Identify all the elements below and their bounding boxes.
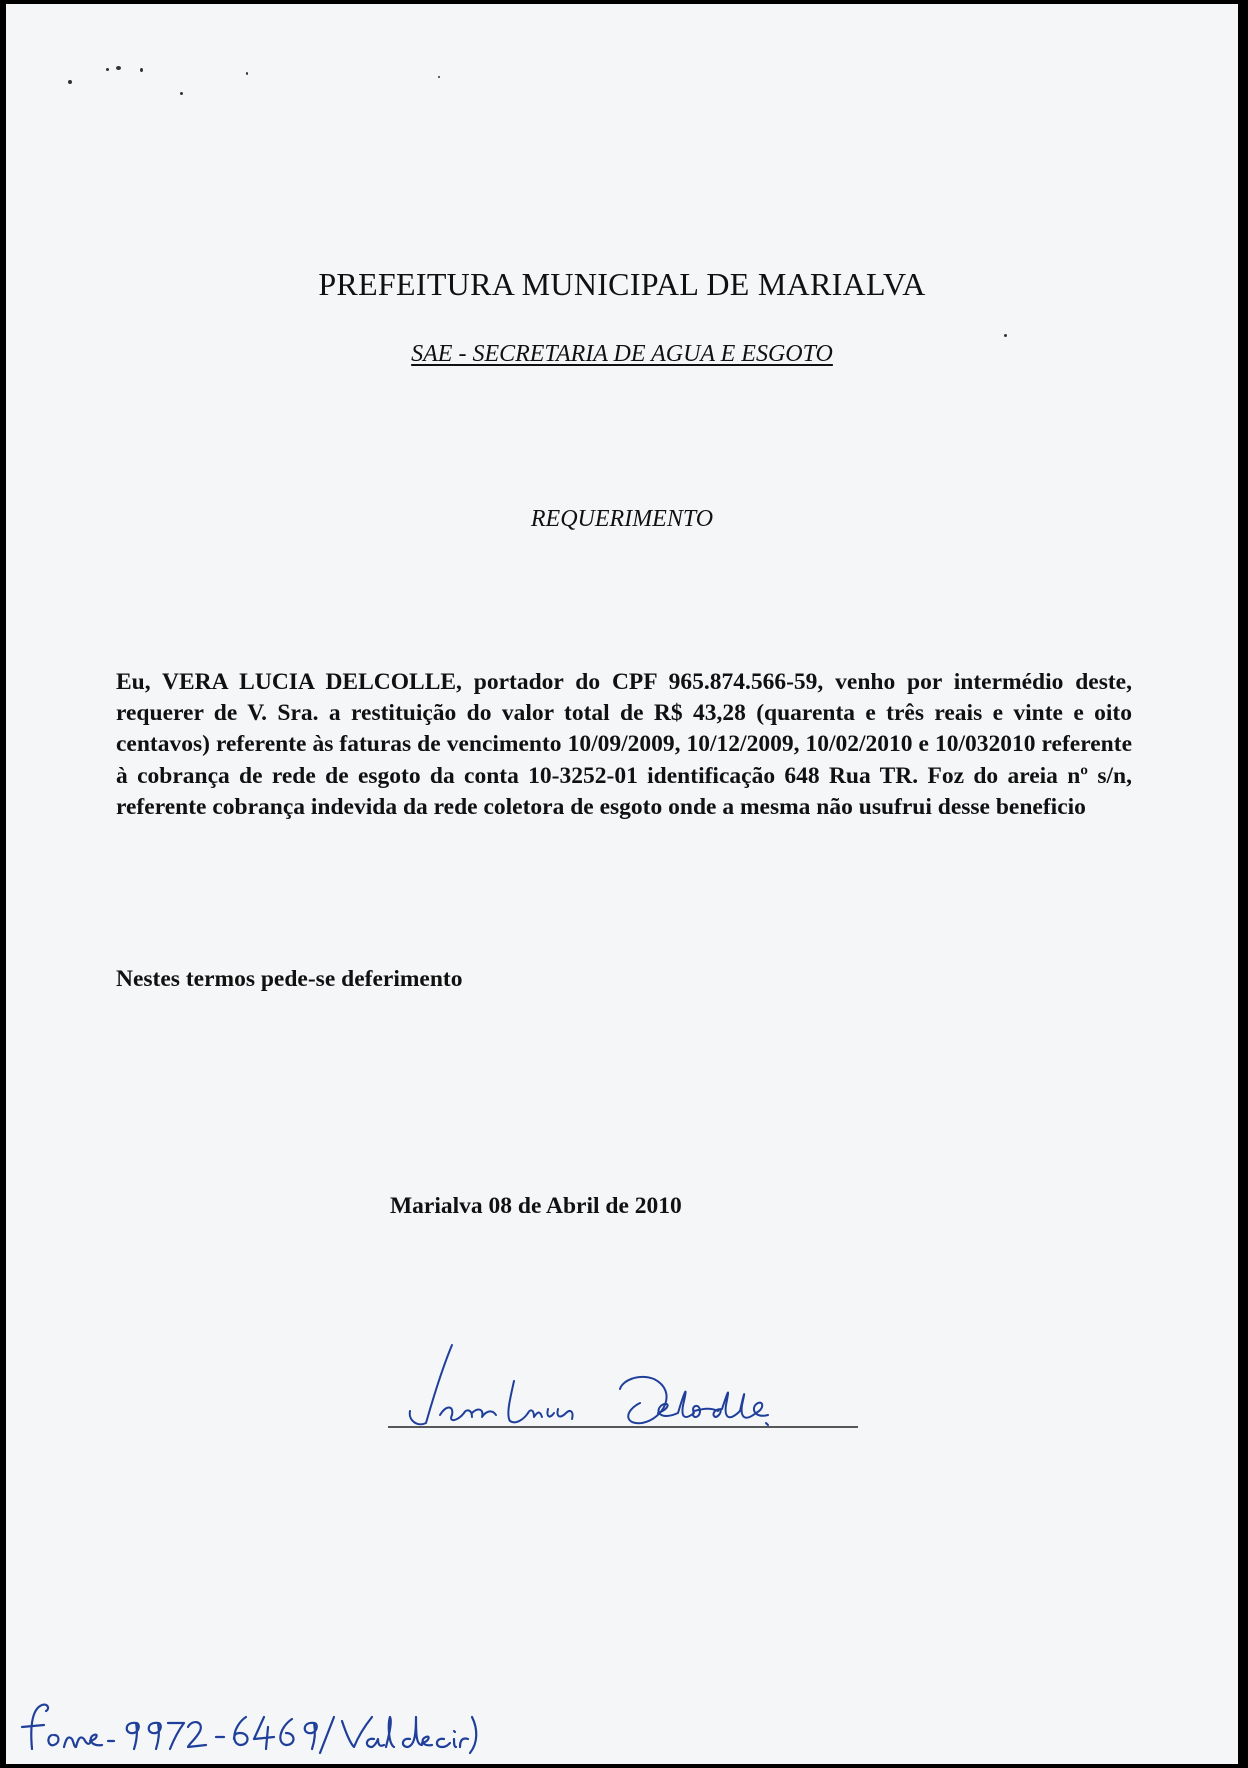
closing-line: Nestes termos pede-se deferimento — [116, 966, 463, 992]
place-date-line: Marialva 08 de Abril de 2010 — [390, 1193, 682, 1219]
request-body-paragraph: Eu, VERA LUCIA DELCOLLE, portador do CPF 965.874.566-59, venho por intermédio deste, requerer de V. Sra. a restituição do valor total de R$ 43,28 (quarenta e três reais e vinte e oito centavos) referente às faturas de vencimento 10/09/2009, 10/12/2009, 10/02/2010 e 10/032010 referente à cobrança de rede de esgoto da conta 10-3252-01 identificação 648 Rua TR. Foz do areia nº s/n, referente cobrança indevida da rede coletora de esgoto onde a mesma não usufrui desse beneficio — [116, 669, 1132, 820]
scan-speck — [1004, 334, 1007, 337]
document-type-heading: REQUERIMENTO — [530, 506, 714, 532]
scan-speck — [116, 66, 121, 70]
page-title: PREFEITURA MUNICIPAL DE MARIALVA — [318, 266, 926, 302]
scan-speck — [140, 68, 143, 72]
scan-speck — [438, 76, 440, 78]
signature — [388, 1339, 858, 1429]
scan-speck — [246, 72, 248, 75]
page-subtitle: SAE - SECRETARIA DE AGUA E ESGOTO — [411, 341, 833, 367]
document-page — [6, 4, 1238, 1764]
scan-speck — [180, 92, 183, 95]
scan-speck — [106, 68, 109, 71]
scan-speck — [68, 80, 72, 84]
handwritten-phone-note — [18, 1687, 478, 1757]
